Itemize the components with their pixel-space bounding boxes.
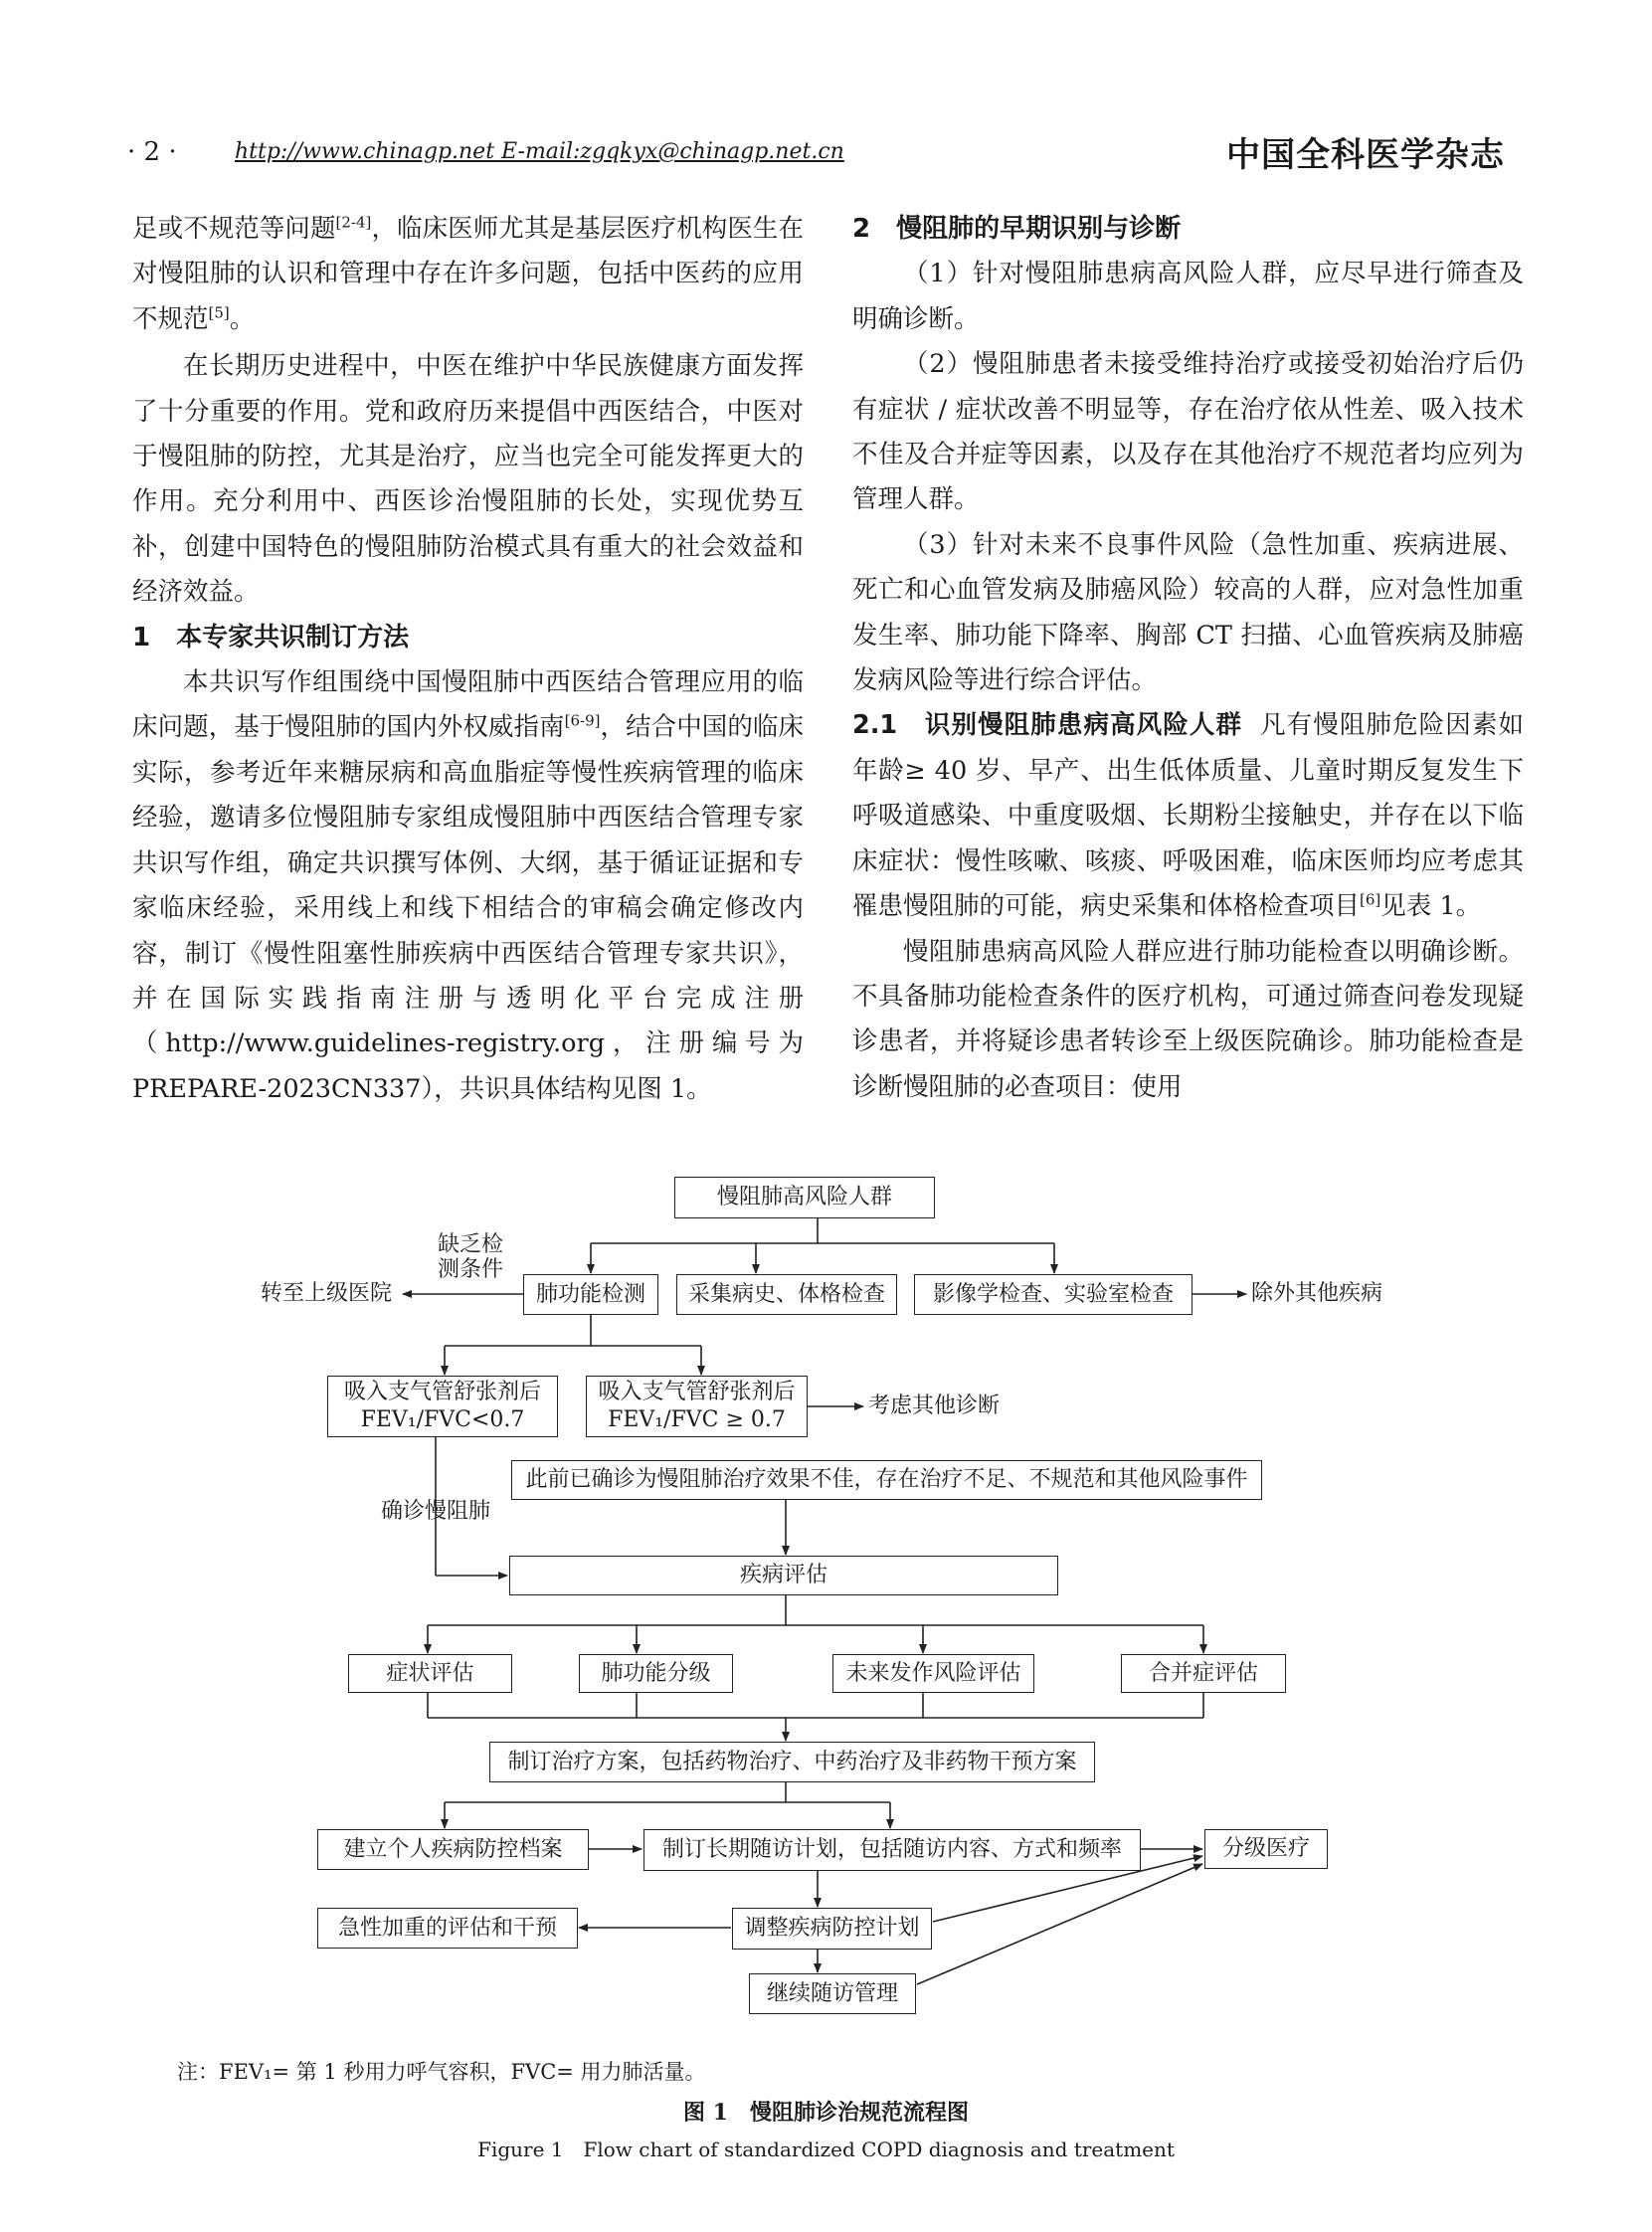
high-risk-population-box: 慢阻肺高风险人群 bbox=[674, 1177, 935, 1218]
figure-note: 注：FEV₁= 第 1 秒用力呼气容积，FVC= 用力肺活量。 bbox=[177, 2060, 706, 2084]
citation[interactable]: [6] bbox=[1360, 890, 1381, 909]
prior-diagnosis-box: 此前已确诊为慢阻肺治疗效果不佳，存在治疗不足、不规范和其他风险事件 bbox=[511, 1460, 1262, 1500]
journal-title: 中国全科医学杂志 bbox=[1226, 135, 1505, 175]
symptom-evaluation-box: 症状评估 bbox=[348, 1654, 512, 1693]
citation[interactable]: [2-4] bbox=[335, 213, 372, 232]
ratio-above-box: 吸入支气管舒张剂后 FEV₁/FVC ≥ 0.7 bbox=[586, 1376, 808, 1437]
confirm-copd-label: 确诊慢阻肺 bbox=[381, 1499, 491, 1524]
disease-evaluation-box: 疾病评估 bbox=[509, 1556, 1058, 1595]
comorbidity-evaluation-box: 合并症评估 bbox=[1121, 1654, 1286, 1693]
treatment-plan-box: 制订治疗方案，包括药物治疗、中药治疗及非药物干预方案 bbox=[489, 1742, 1095, 1782]
figure-caption-zh: 图 1 慢阻肺诊治规范流程图 bbox=[683, 2100, 969, 2126]
ratio-below-box: 吸入支气管舒张剂后 FEV₁/FVC<0.7 bbox=[327, 1376, 558, 1437]
personal-file-box: 建立个人疾病防控档案 bbox=[317, 1829, 589, 1870]
adjust-plan-box: 调整疾病防控计划 bbox=[732, 1908, 932, 1950]
citation[interactable]: [5] bbox=[208, 303, 230, 322]
paragraph: （2）慢阻肺患者未接受维持治疗或接受初始治疗后仍有症状 / 症状改善不明显等，存在治疗依从性差、吸入技术不佳及合并症等因素，以及存在其他治疗不规范者均应列为管理人群。 bbox=[852, 349, 1524, 515]
future-risk-evaluation-box: 未来发作风险评估 bbox=[832, 1654, 1034, 1693]
page-number: · 2 · bbox=[127, 137, 177, 167]
lung-function-grade-box: 肺功能分级 bbox=[579, 1654, 733, 1693]
refer-upper-hospital-label: 转至上级医院 bbox=[261, 1281, 393, 1306]
followup-plan-box: 制订长期随访计划，包括随访内容、方式和频率 bbox=[643, 1829, 1141, 1871]
paragraph: 足或不规范等问题[2-4]，临床医师尤其是基层医疗机构医生在对慢阻肺的认识和管理中存在许多问题，包括中医药的应用不规范[5]。 bbox=[132, 213, 804, 334]
exclude-other-disease-label: 除外其他疾病 bbox=[1251, 1281, 1383, 1306]
history-exam-box: 采集病史、体格检查 bbox=[676, 1274, 897, 1315]
exacerbation-eval-box: 急性加重的评估和干预 bbox=[317, 1908, 578, 1949]
paragraph: 慢阻肺患病高风险人群应进行肺功能检查以明确诊断。不具备肺功能检查条件的医疗机构，可通过筛查问卷发现疑诊患者，并将疑诊患者转诊至上级医院确诊。肺功能检查是诊断慢阻肺的必查项目：使用 bbox=[852, 936, 1524, 1102]
lack-test-condition-label: 缺乏检测条件 bbox=[437, 1232, 503, 1282]
paragraph: （3）针对未来不良事件风险（急性加重、疾病进展、死亡和心血管发病及肺癌风险）较高的人群，应对急性加重发生率、肺功能下降率、胸部 CT 扫描、心血管疾病及肺癌发病风险等进行综合评估。 bbox=[852, 529, 1524, 696]
section-heading: 2 慢阻肺的早期识别与诊断 bbox=[852, 214, 1182, 244]
figure-caption-en: Figure 1 Flow chart of standardized COPD diagnosis and treatment bbox=[477, 2138, 1175, 2161]
paragraph: 2.1 识别慢阻肺患病高风险人群 凡有慢阻肺危险因素如年龄≥ 40 岁、早产、出生低体质量、儿童时期反复发生下呼吸道感染、中重度吸烟、长期粉尘接触史，并存在以下临床症状：慢性咳嗽、咳痰、呼吸困难，临床医师均应考虑其罹患慢阻肺的可能，病史采集和体格检查项目[6]见表 1。 bbox=[852, 710, 1524, 922]
paragraph: 在长期历史进程中，中医在维护中华民族健康方面发挥了十分重要的作用。党和政府历来提倡中西医结合，中医对于慢阻肺的防控，尤其是治疗，应当也完全可能发挥更大的作用。充分利用中、西医诊治慢阻肺的长处，实现优势互补，创建中国特色的慢阻肺防治模式具有重大的社会效益和经济效益。 bbox=[132, 351, 804, 608]
lung-function-test-box: 肺功能检测 bbox=[523, 1274, 658, 1315]
subsection-heading: 2.1 识别慢阻肺患病高风险人群 bbox=[852, 710, 1243, 741]
journal-contact-link[interactable]: http://www.chinagp.net E-mail:zgqkyx@chinagp.net.cn bbox=[235, 139, 844, 164]
paragraph: 本共识写作组围绕中国慢阻肺中西医结合管理应用的临床问题，基于慢阻肺的国内外权威指南[6-9]，结合中国的临床实际，参考近年来糖尿病和高血脂症等慢性疾病管理的临床经验，邀请多位慢阻肺专家组成慢阻肺中西医结合管理专家共识写作组，确定共识撰写体例、大纲，基于循证证据和专家临床经验，采用线上和线下相结合的审稿会确定修改内容，制订《慢性阻塞性肺疾病中西医结合管理专家共识》，并在国际实践指南注册与透明化平台完成注册（http://www.guidelines-registry.org，注册编号为 PREPARE-2023CN337），共识具体结构见图 1。 bbox=[132, 667, 804, 1104]
tiered-care-box: 分级医疗 bbox=[1204, 1829, 1328, 1869]
citation[interactable]: [6-9] bbox=[564, 711, 601, 730]
paragraph: （1）针对慢阻肺患病高风险人群，应尽早进行筛查及明确诊断。 bbox=[852, 259, 1524, 334]
consider-other-diagnosis-label: 考虑其他诊断 bbox=[868, 1394, 1001, 1418]
continue-followup-box: 继续随访管理 bbox=[749, 1973, 916, 2014]
section-heading: 1 本专家共识制订方法 bbox=[132, 622, 410, 652]
imaging-lab-box: 影像学检查、实验室检查 bbox=[914, 1274, 1193, 1315]
